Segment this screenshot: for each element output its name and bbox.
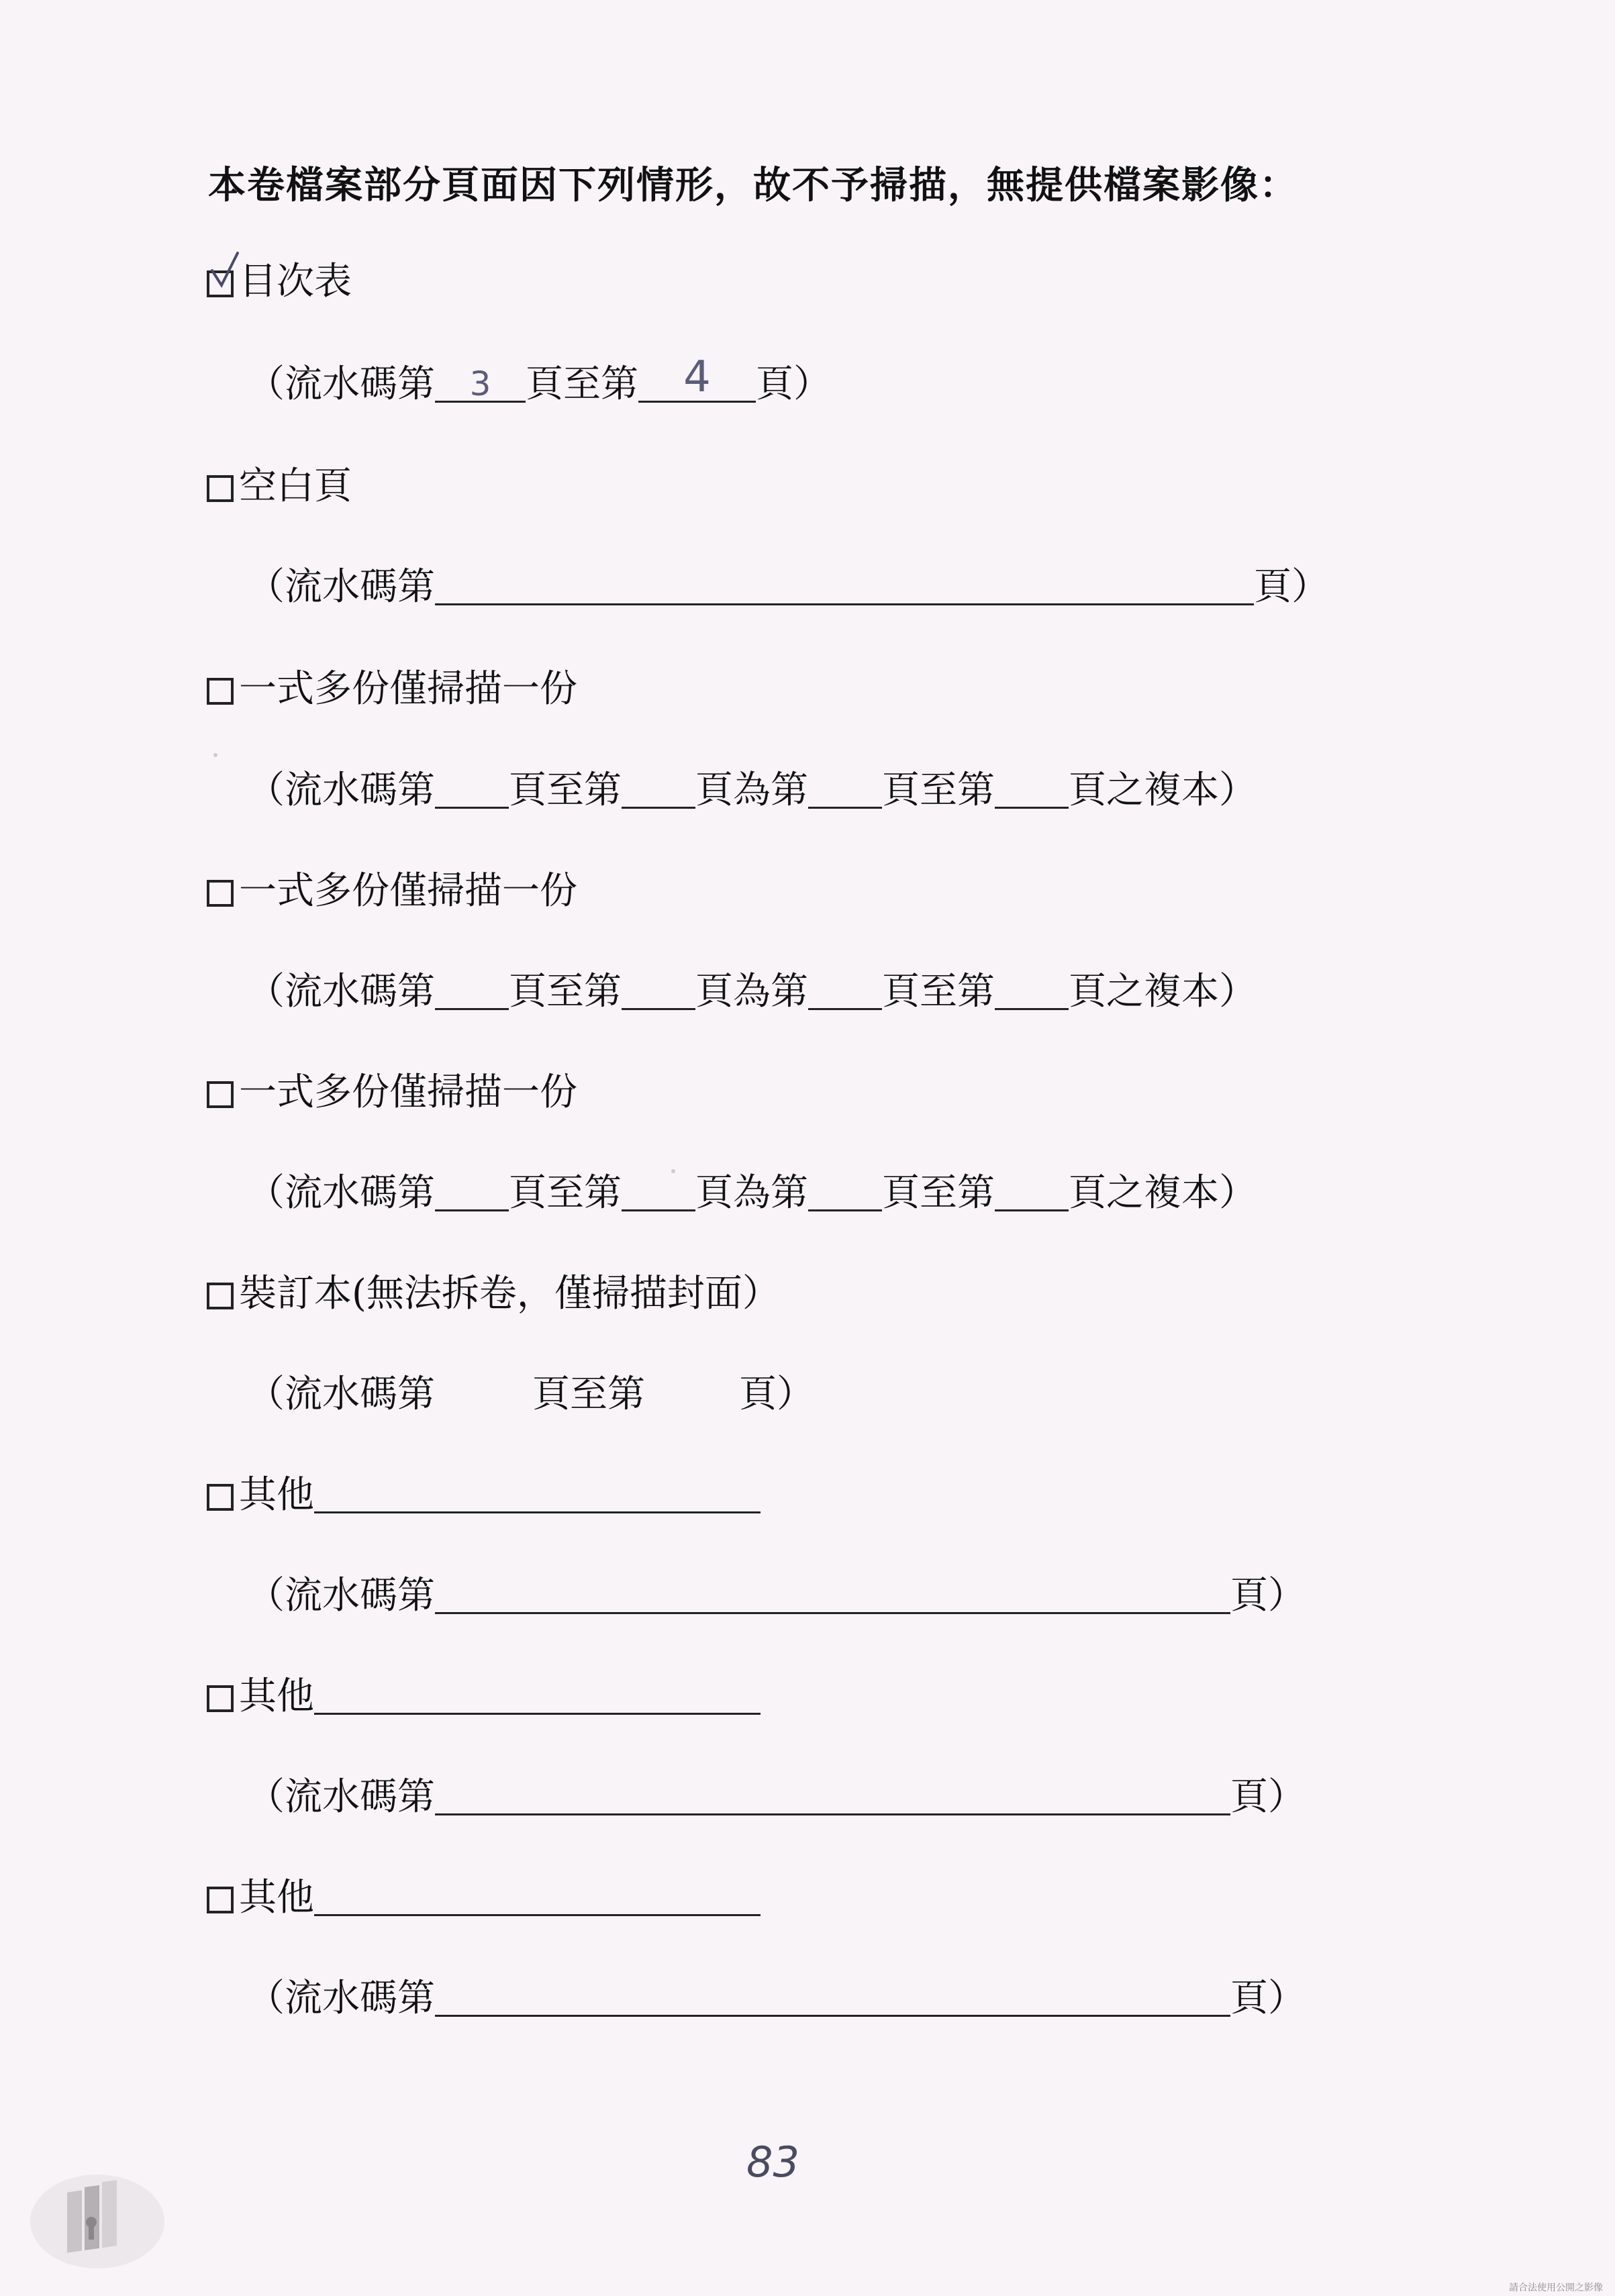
page-heading: 本卷檔案部分頁面因下列情形，故不予掃描，無提供檔案影像：: [208, 164, 1298, 207]
detail-text: 頁之複本）: [1069, 768, 1257, 812]
detail-prefix: （流水碼第: [247, 1775, 435, 1819]
checkbox-duplicate-2[interactable]: [207, 880, 234, 907]
section-blank-page-detail: [247, 564, 1329, 611]
section-toc: [207, 258, 352, 305]
blank-field[interactable]: [622, 769, 695, 809]
detail-text: 頁至第: [509, 1171, 622, 1215]
other-reason-field[interactable]: [314, 1877, 761, 1916]
blank-field[interactable]: [622, 1172, 695, 1211]
blank-field[interactable]: [808, 1172, 882, 1211]
detail-suffix: 頁）: [1230, 1977, 1306, 2020]
detail-text: 頁至第: [882, 1171, 995, 1215]
section-other-2: [207, 1673, 761, 1720]
checkbox-duplicate-1[interactable]: [207, 678, 234, 705]
usage-notice: 請合法使用公開之影像: [1509, 2283, 1603, 2293]
blank-field[interactable]: [995, 970, 1069, 1010]
blank-field[interactable]: [808, 769, 882, 809]
scan-speck: [213, 753, 217, 757]
checkbox-blank-page[interactable]: [207, 475, 234, 502]
checkbox-other-1[interactable]: [207, 1484, 234, 1511]
detail-text: 頁之複本）: [1069, 1171, 1257, 1215]
detail-text: 頁為第: [695, 970, 808, 1013]
detail-text: （流水碼第: [247, 1171, 435, 1215]
section-other-1: [207, 1472, 761, 1519]
detail-prefix: （流水碼第: [247, 362, 435, 406]
detail-suffix: 頁）: [1254, 565, 1329, 609]
checkbox-toc[interactable]: [207, 270, 234, 297]
blank-field[interactable]: [995, 1172, 1069, 1211]
section-label: 其他: [239, 1675, 314, 1718]
section-label: 裝訂本(無法拆卷，僅掃描封面）: [239, 1272, 780, 1315]
section-duplicate-1: [207, 666, 577, 713]
detail-prefix: （流水碼第: [247, 1372, 435, 1416]
other-reason-field[interactable]: [314, 1474, 761, 1513]
section-other-1-detail: [247, 1573, 1306, 1619]
detail-suffix: 頁）: [756, 362, 831, 406]
other-reason-field[interactable]: [314, 1675, 761, 1715]
detail-text: （流水碼第: [247, 768, 435, 812]
section-bound-volume-detail: [247, 1371, 814, 1418]
section-other-3-detail: [247, 1975, 1306, 2022]
section-label: 目次表: [239, 260, 352, 303]
section-label: 空白頁: [239, 464, 352, 508]
blank-field[interactable]: [995, 769, 1069, 809]
section-label: 一式多份僅掃描一份: [239, 667, 577, 711]
page-range-field[interactable]: [435, 1776, 1230, 1815]
detail-suffix: 頁）: [1230, 1775, 1306, 1819]
detail-text: 頁至第: [509, 970, 622, 1013]
checkbox-bound-volume[interactable]: [207, 1283, 234, 1309]
detail-mid: 頁至第: [526, 362, 638, 406]
handwritten-page-number: 83: [746, 2138, 799, 2187]
detail-text: （流水碼第: [247, 970, 435, 1013]
checkbox-other-3[interactable]: [207, 1887, 234, 1913]
handwritten-from-page: 3: [469, 364, 491, 403]
section-label: 其他: [239, 1876, 314, 1919]
blank-field[interactable]: [435, 1172, 509, 1211]
blank-field[interactable]: [808, 970, 882, 1010]
detail-text: 頁為第: [695, 768, 808, 812]
page-range-field[interactable]: [435, 1575, 1230, 1614]
blank-field[interactable]: [622, 970, 695, 1010]
page-range-field[interactable]: [435, 566, 1254, 605]
archive-logo-icon: [27, 2158, 168, 2272]
checkbox-other-2[interactable]: [207, 1685, 234, 1712]
handwritten-to-page: 4: [683, 352, 711, 402]
detail-prefix: （流水碼第: [247, 565, 435, 609]
section-label: 一式多份僅掃描一份: [239, 1070, 577, 1114]
from-page-field[interactable]: [435, 363, 526, 403]
scan-speck: [671, 1169, 675, 1173]
section-duplicate-1-detail: [247, 767, 1257, 814]
section-label: 其他: [239, 1473, 314, 1517]
section-other-3: [207, 1875, 761, 1921]
checkmark-icon: [208, 250, 242, 291]
detail-prefix: （流水碼第: [247, 1977, 435, 2020]
detail-prefix: （流水碼第: [247, 1574, 435, 1617]
detail-text: 頁至第: [882, 768, 995, 812]
section-duplicate-3: [207, 1069, 577, 1116]
detail-text: 頁至第: [882, 970, 995, 1013]
blank-field[interactable]: [435, 970, 509, 1010]
page-range-field[interactable]: [435, 1977, 1230, 2017]
section-duplicate-3-detail: [247, 1170, 1257, 1217]
section-blank-page: [207, 463, 352, 510]
detail-text: 頁至第: [509, 768, 622, 812]
section-bound-volume: [207, 1270, 780, 1317]
detail-suffix: 頁）: [739, 1372, 814, 1416]
section-other-2-detail: [247, 1774, 1306, 1821]
checkbox-duplicate-3[interactable]: [207, 1081, 234, 1108]
detail-text: 頁之複本）: [1069, 970, 1257, 1013]
section-duplicate-2-detail: [247, 968, 1257, 1015]
section-duplicate-2: [207, 868, 577, 915]
detail-suffix: 頁）: [1230, 1574, 1306, 1617]
section-label: 一式多份僅掃描一份: [239, 869, 577, 913]
detail-text: 頁為第: [695, 1171, 808, 1215]
section-toc-detail: [247, 352, 831, 408]
detail-mid: 頁至第: [532, 1372, 645, 1416]
blank-field[interactable]: [435, 769, 509, 809]
to-page-field[interactable]: [638, 352, 756, 403]
